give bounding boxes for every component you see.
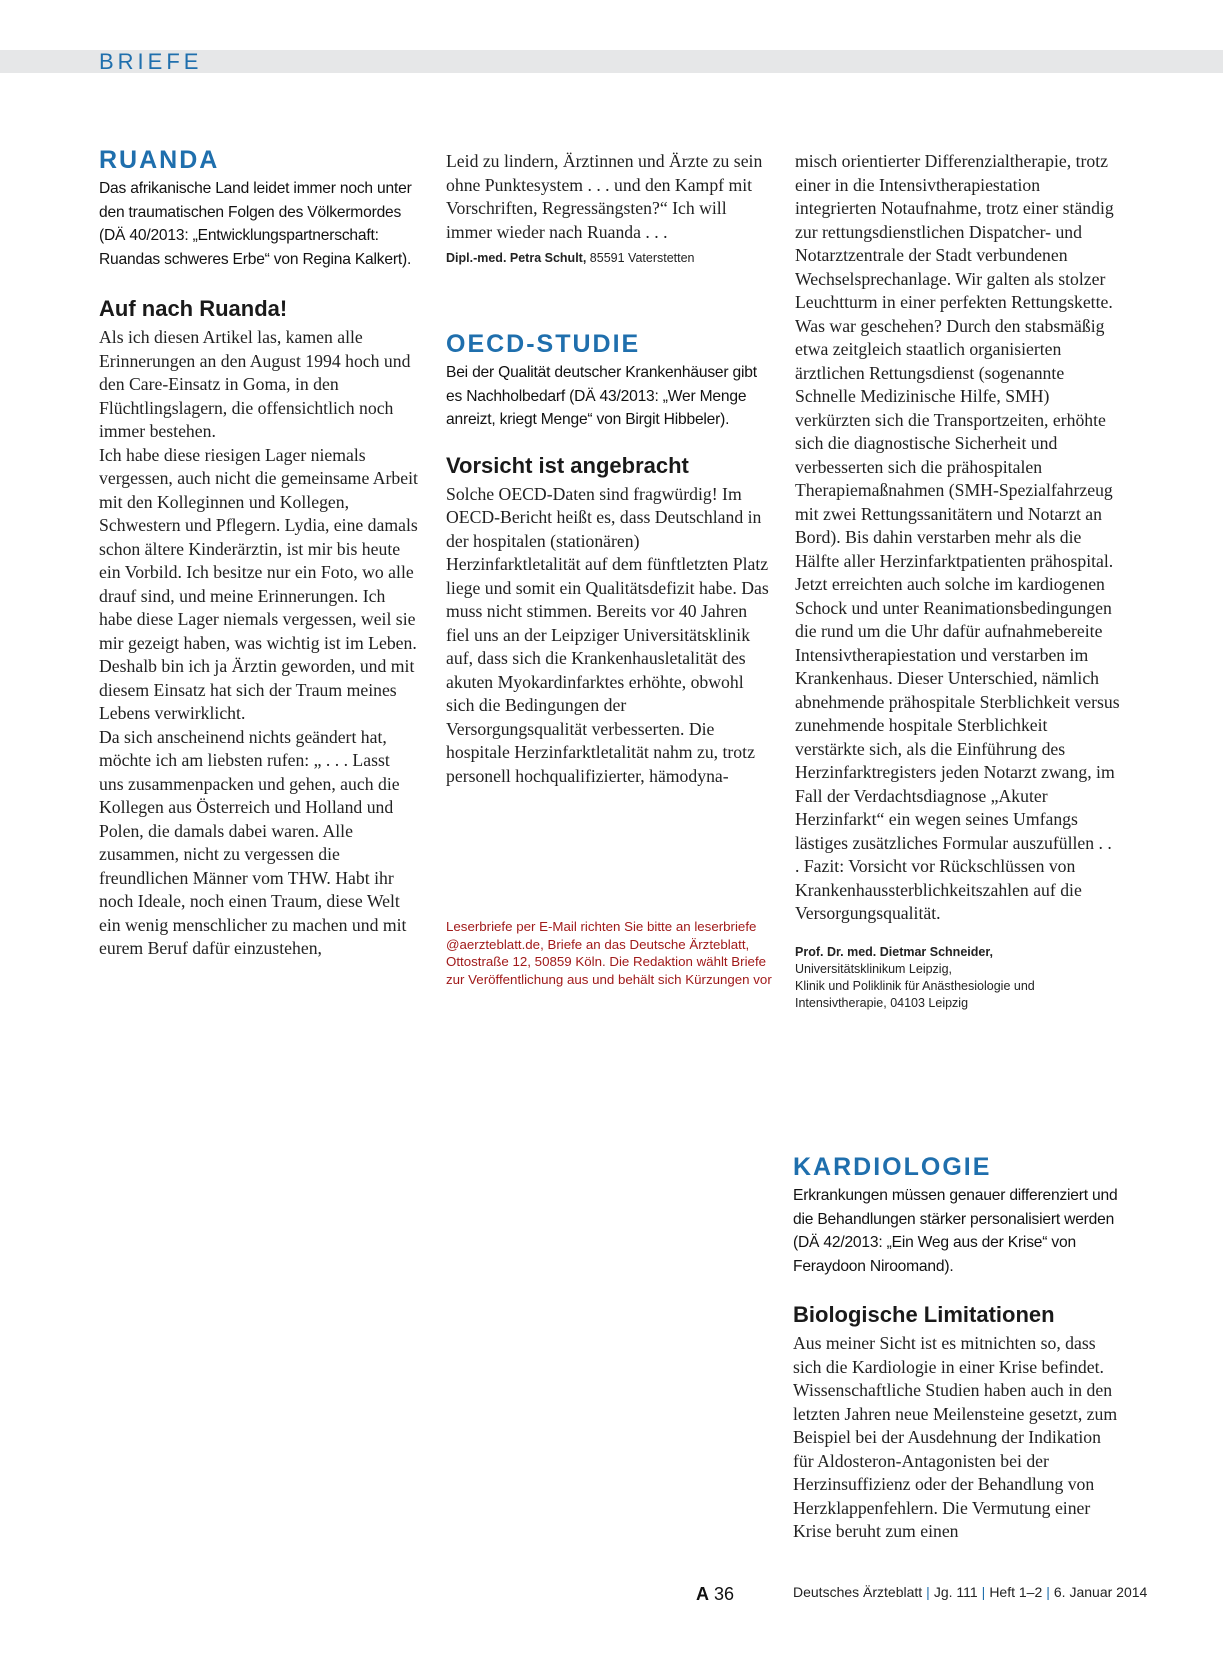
journal-date: 6. Januar 2014 bbox=[1053, 1584, 1148, 1600]
journal-volume: Jg. 111 bbox=[933, 1584, 978, 1600]
teaser-kardiologie: Erkrankungen müssen genauer differenziert und die Behandlungen stärker personalisiert werden (DÄ 42/2013: „Ein Weg aus der Krise“ von Feraydoon Niroomand). bbox=[793, 1187, 1118, 1275]
notice-text: Leserbriefe per E-Mail richten Sie bitte an leserbriefe @aerzteblatt.de, Briefe an das Deutsche Ärzteblatt, Ottostraße 12, 50859 Köln. Die Redaktion wählt Briefe zur Veröffentlichung aus und behält sich Kürzungen vor bbox=[446, 919, 772, 987]
paragraph: Ich habe diese riesigen Lager niemals vergessen, auch nicht die gemeinsame Arbeit mit den Kolleginnen und Kollegen, Schwestern und Pflegern. Lydia, eine damals schon ältere Kinderärztin, ist mir bis heute ein Vorbild. Ich besitze nur ein Foto, wo alle drauf sind, und meine Erinnerungen. Ich habe diese Lager niemals vergessen, weil sie mir gezeigt haben, was wichtig ist im Leben. Deshalb bin ich ja Ärztin geworden, und mit diesem Einsatz hat sich der Traum meines Lebens verwirklicht. bbox=[99, 444, 418, 723]
kicker-oecd: OECD-STUDIE bbox=[446, 330, 641, 358]
paragraph: Als ich diesen Artikel las, kamen alle Erinnerungen an den August 1994 hoch und den Care-Einsatz in Goma, in den Flüchtlingslagern, die offensichtlich noch immer bestehen. bbox=[99, 327, 411, 441]
signature-line: Klinik und Poliklinik für Anästhesiologie und bbox=[795, 978, 1035, 993]
journal-name: Deutsches Ärzteblatt bbox=[793, 1584, 923, 1600]
column-1 bbox=[99, 145, 418, 961]
journal-issue: Heft 1–2 bbox=[989, 1584, 1043, 1600]
kicker-ruanda: RUANDA bbox=[99, 146, 220, 174]
letter-continuation: Leid zu lindern, Ärztinnen und Ärzte zu sein ohne Punktesystem . . . und den Kampf mit Vorschriften, Regressängsten?“ Ich will immer wieder nach Ruanda . . . bbox=[446, 151, 763, 242]
signature-schult bbox=[446, 250, 771, 267]
letter-body-oecd-cont: misch orientierter Differenzialtherapie, trotz einer in die Intensivtherapiestation integrierten Notaufnahme, trotz einer ständig zur rettungsdienstlichen Dispatcher- und Notarztzentrale der Stadt verbundenen Wechselsprechanlage. Wir galten als stolzer Leuchtturm in einer perfekten Rettungskette. Was war geschehen? Durch den stabsmäßig etwa zeitgleich staatlich organisierten ärztlichen Rettungsdienst (sogenannte Schnelle Medizinische Hilfe, SMH) verkürzten sich die Transportzeiten, erhöhte sich die diagnostische Sicherheit und verbesserten sich die prähospitalen Therapiemaßnahmen (SMH-Spezialfahrzeug mit zwei Rettungssanitätern und Notarzt an Bord). Bis dahin verstarben mehr als die Hälfte aller Herzinfarktpatienten prähospital. Jetzt erreichten auch solche im kardiogenen Schock und unter Reanimationsbedingungen die rund um die Uhr dafür aufnahmebereite Intensivtherapiestation und verstarben im Krankenhaus. Dieser Unterschied, nämlich abnehmende prähospitale Sterblichkeit versus zunehmende hospitale Sterblichkeit verstärkte sich, als die Einführung des Herzinfarktregisters jeden Notarzt zwang, im Fall der Verdachtsdiagnose „Akuter Herzinfarkt“ ein wegen seines Umfangs lästiges zusätzliches Formular auszufüllen . . . Fazit: Vorsicht vor Rückschlüssen von Krankenhaussterblichkeitszahlen auf die Versorgungsqualität. bbox=[795, 151, 1120, 923]
headline-biologische-limitationen: Biologische Limitationen bbox=[793, 1302, 1055, 1327]
page-number-value: 36 bbox=[714, 1584, 735, 1604]
section-label: BRIEFE bbox=[99, 49, 203, 74]
separator: | bbox=[1046, 1584, 1050, 1600]
separator: | bbox=[926, 1584, 930, 1600]
column-3 bbox=[795, 150, 1120, 1012]
kicker-kardiologie: KARDIOLOGIE bbox=[793, 1153, 992, 1181]
signature-name: Prof. Dr. med. Dietmar Schneider, bbox=[795, 944, 993, 959]
reader-letters-notice bbox=[446, 918, 776, 988]
teaser-ruanda: Das afrikanische Land leidet immer noch unter den traumatischen Folgen des Völkermordes (DÄ 40/2013: „Entwicklungspartnerschaft: Ruandas schweres Erbe“ von Regina Kalkert). bbox=[99, 180, 412, 268]
signature-place: 85591 Vaterstetten bbox=[589, 251, 695, 265]
signature-name: Dipl.-med. Petra Schult, bbox=[446, 251, 587, 265]
letter-body-oecd: Solche OECD-Daten sind fragwürdig! Im OECD-Bericht heißt es, dass Deutschland in der hospitalen (stationären) Herzinfarktletalität auf dem fünftletzten Platz liege und somit ein Qualitätsdefizit habe. Das muss nicht stimmen. Bereits vor 40 Jahren fiel uns an der Leipziger Universitätsklinik auf, dass sich die Krankenhausletalität des akuten Myokardinfarktes erhöhte, obwohl sich die Bedingungen der Versorgungsqualität verbesserten. Die hospitale Herzinfarktletalität nahm zu, trotz personell hochqualifizierter, hämodyna- bbox=[446, 483, 769, 786]
headline-auf-nach-ruanda: Auf nach Ruanda! bbox=[99, 296, 288, 321]
teaser-oecd: Bei der Qualität deutscher Krankenhäuser gibt es Nachholbedarf (DÄ 43/2013: „Wer Menge anreizt, kriegt Menge“ von Birgit Hibbeler). bbox=[446, 364, 757, 428]
signature-line: Universitätsklinikum Leipzig, bbox=[795, 961, 953, 976]
page-number bbox=[696, 1584, 734, 1605]
column-2 bbox=[446, 150, 771, 788]
signature-line: Intensivtherapie, 04103 Leipzig bbox=[795, 995, 969, 1010]
separator: | bbox=[981, 1584, 986, 1600]
column-3-kardiologie bbox=[793, 1152, 1120, 1544]
signature-schneider bbox=[795, 944, 1120, 1012]
page-prefix: A bbox=[696, 1584, 709, 1604]
letter-body-kardiologie: Aus meiner Sicht ist es mitnichten so, dass sich die Kardiologie in einer Krise befindet. Wissenschaftliche Studien haben auch in den letzten Jahren neue Meilensteine gesetzt, zum Beispiel bei der Ausdehnung der Indikation für Aldosteron-Antagonisten bei der Herzinsuffizienz oder der Behandlung von Herzklappenfehlern. Die Vermutung einer Krise beruht zum einen bbox=[793, 1333, 1118, 1541]
paragraph: Da sich anscheinend nichts geändert hat, möchte ich am liebsten rufen: „ . . . Lasst uns zusammenpacken und gehen, auch die Kollegen aus Österreich und Holland und Polen, die damals dabei waren. Alle zusammen, nicht zu vergessen die freundlichen Männer vom THW. Habt ihr noch Ideale, noch einen Traum, diese Welt ein wenig menschlicher zu machen und mit eurem Beruf dafür einzustehen, bbox=[99, 726, 407, 958]
letter-body-ruanda bbox=[99, 326, 418, 961]
journal-info bbox=[793, 1584, 1147, 1600]
headline-vorsicht: Vorsicht ist angebracht bbox=[446, 452, 689, 478]
